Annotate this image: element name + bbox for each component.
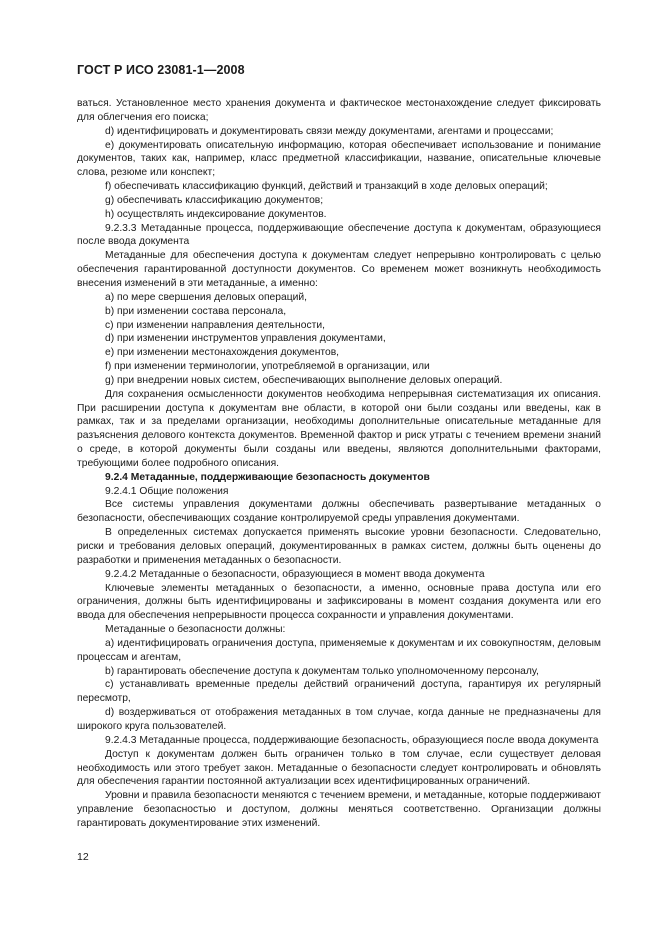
paragraph: Для сохранения осмысленности документов необходима непрерывная систематизация их описания. При расширении доступа к документам вне области, в которой они были созданы или введены, как в рамках, так и за пределами организации, необходимы дополнительные описательные метаданные для разъяснения делового контекста документов. Временной фактор и риск утраты с течением времени знаний о среде, в которой документы были созданы или введены, являются дополнительными факторами, требующими более подробного описания. (77, 388, 601, 469)
list-item: d) воздерживаться от отображения метаданных в том случае, когда данные не предназначены для широкого круга пользователей. (77, 707, 601, 732)
subsection-title: 9.2.3.3 Метаданные процесса, поддерживающие обеспечение доступа к документам, образующиеся после ввода документа (77, 222, 601, 248)
paragraph: Ключевые элементы метаданных о безопасности, а именно, основные права доступа или его ограничения, должны быть идентифицированы и зафиксированы в момент создания документа или его ввода для обеспечения непрерывности процесса сохранности и управления документами. (77, 582, 601, 622)
paragraph: В определенных системах допускается применять высокие уровни безопасности. Следовательно, риски и требования деловых операций, документированных в рамках систем, должны быть оценены до разработки и применения метаданных о безопасности. (77, 527, 601, 566)
paragraph: Метаданные для обеспечения доступа к документам следует непрерывно контролировать с целью обеспечения гарантированной доступности документов. Со временем может возникнуть необходимость внесения изменений в эти метаданные, а именно: (77, 250, 601, 289)
subsection-title: 9.2.4.2 Метаданные о безопасности, образующиеся в момент ввода документа (105, 568, 485, 580)
list-item: d) идентифицировать и документировать связи между документами, агентами и процессами; (105, 125, 554, 137)
paragraph: Все системы управления документами должны обеспечивать развертывание метаданных о безопасности, обеспечивающих создание контролируемой среды управления документами. (77, 499, 601, 525)
list-item: е) документировать описательную информацию, которая обеспечивает использование и понимание документов, таких как, например, класс предметной классификации, название, описательные ключевые слова, резюме или конспект; (77, 139, 601, 179)
list-item: f) обеспечивать классификацию функций, действий и транзакций в ходе деловых операций; (105, 181, 548, 193)
list-item: b) гарантировать обеспечение доступа к документам только уполномоченному персоналу, (105, 665, 539, 677)
list-item: c) устанавливать временные пределы действий ограничений доступа, гарантируя их регулярный пересмотр, (77, 679, 601, 705)
section-heading: 9.2.4 Метаданные, поддерживающие безопасность документов (105, 471, 430, 483)
list-item: h) осуществлять индексирование документов. (105, 208, 327, 220)
list-item: g) при внедрении новых систем, обеспечивающих выполнение деловых операций. (105, 374, 503, 386)
document-body (77, 97, 601, 831)
list-item: f) при изменении терминологии, употребляемой в организации, или (105, 361, 430, 373)
list-item: a) по мере свершения деловых операций, (105, 291, 307, 303)
paragraph: Уровни и правила безопасности меняются с течением времени, и метаданные, которые поддерживают управление безопасностью и доступом, должны меняться соответственно. Организации должны гарантировать документирование этих изменений. (77, 790, 601, 829)
list-item: b) при изменении состава персонала, (105, 305, 287, 317)
list-item: d) при изменении инструментов управления документами, (105, 333, 386, 345)
subsection-title: 9.2.4.1 Общие положения (105, 485, 229, 497)
paragraph: ваться. Установленное место хранения документа и фактическое местонахождение следует фиксировать для облегчения его поиска; (77, 98, 601, 123)
list-item: c) при изменении направления деятельности, (105, 319, 325, 331)
paragraph: Метаданные о безопасности должны: (105, 624, 286, 636)
list-item: e) при изменении местонахождения документов, (105, 347, 340, 359)
list-item: a) идентифицировать ограничения доступа, применяемые к документам и их совокупностям, деловым процессам и агентам, (77, 637, 601, 663)
paragraph: Доступ к документам должен быть ограничен только в том случае, если существует деловая необходимость или этого требует закон. Метаданные о безопасности следует контролировать и обновлять для обеспечения гарантии постоянной актуализации всех идентифицированных ограничений. (77, 748, 601, 788)
subsection-title: 9.2.4.3 Метаданные процесса, поддерживающие безопасность, образующиеся после ввода документа (105, 734, 599, 746)
list-item: g) обеспечивать классификацию документов; (105, 194, 324, 206)
page-number: 12 (77, 851, 89, 863)
document-header: ГОСТ Р ИСО 23081-1—2008 (77, 63, 245, 77)
